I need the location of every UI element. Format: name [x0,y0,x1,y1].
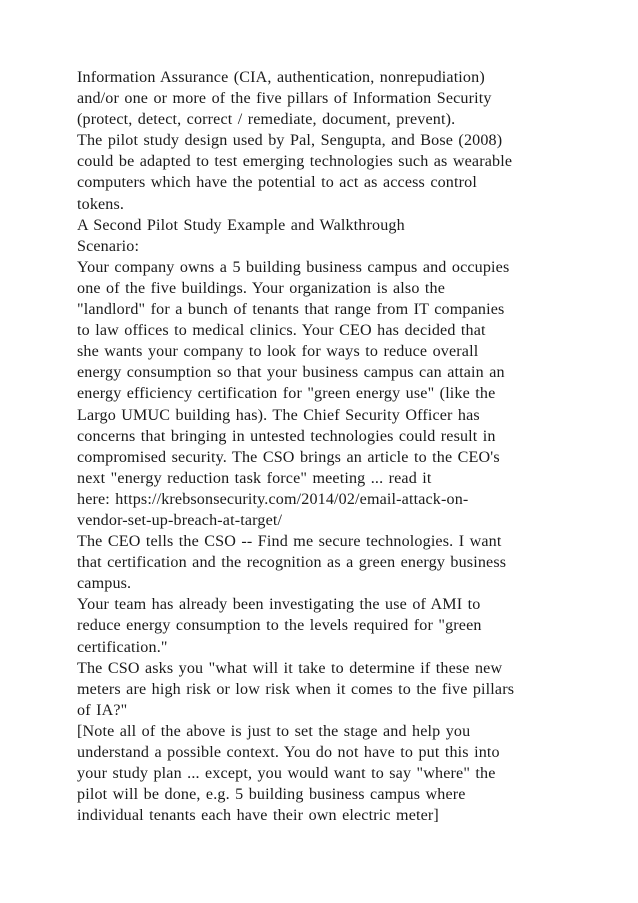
text-line: certification." [77,638,168,656]
text-line: (protect, detect, correct / remediate, document, prevent). [77,111,456,129]
text-line: meters are high risk or low risk when it comes to the five pillars [77,680,515,698]
text-line: energy efficiency certification for "green energy use" (like the [77,385,496,403]
text-line: reduce energy consumption to the levels required for "green [77,617,482,635]
text-line: The CEO tells the CSO -- Find me secure technologies. I want [77,533,502,551]
article-url-line: vendor-set-up-breach-at-target/ [77,511,283,529]
text-line: of IA?" [77,701,128,719]
text-line: tokens. [77,195,125,213]
text-line: Your team has already been investigating the use of AMI to [77,596,481,614]
article-url-line: here: https://krebsonsecurity.com/2014/02/email-attack-on- [77,490,469,508]
text-line: to law offices to medical clinics. Your CEO has decided that [77,322,486,340]
note-line: individual tenants each have their own electric meter] [77,807,439,825]
note-line: your study plan ... except, you would want to say "where" the [77,765,496,783]
document-body-text [77,67,597,826]
text-line: "landlord" for a bunch of tenants that range from IT companies [77,301,505,319]
note-line: understand a possible context. You do not have to put this into [77,744,500,761]
text-line: and/or one or more of the five pillars of Information Security [77,90,492,108]
text-line: one of the five buildings. Your organization is also the [77,279,446,297]
text-line: could be adapted to test emerging technologies such as wearable [77,153,513,171]
text-line: that certification and the recognition as a green energy business [77,554,507,572]
text-line: The pilot study design used by Pal, Sengupta, and Bose (2008) [77,132,503,150]
text-line: campus. [77,575,132,593]
note-line: [Note all of the above is just to set the stage and help you [77,722,471,740]
text-line: The CSO asks you "what will it take to determine if these new [77,659,503,677]
section-heading: A Second Pilot Study Example and Walkthrough [77,216,405,234]
text-line: concerns that bringing in untested technologies could result in [77,427,496,445]
text-line: she wants your company to look for ways to reduce overall [77,343,479,361]
text-line: Information Assurance (CIA, authentication, nonrepudiation) [77,69,485,86]
text-line: computers which have the potential to act as access control [77,174,477,192]
text-line: compromised security. The CSO brings an article to the CEO's [77,448,500,466]
text-line: Largo UMUC building has). The Chief Security Officer has [77,406,480,424]
scenario-label: Scenario: [77,237,140,255]
text-line: energy consumption so that your business campus can attain an [77,364,505,382]
text-line: next "energy reduction task force" meeting ... read it [77,469,432,487]
text-line: Your company owns a 5 building business campus and occupies [77,258,510,276]
note-line: pilot will be done, e.g. 5 building business campus where [77,786,466,804]
